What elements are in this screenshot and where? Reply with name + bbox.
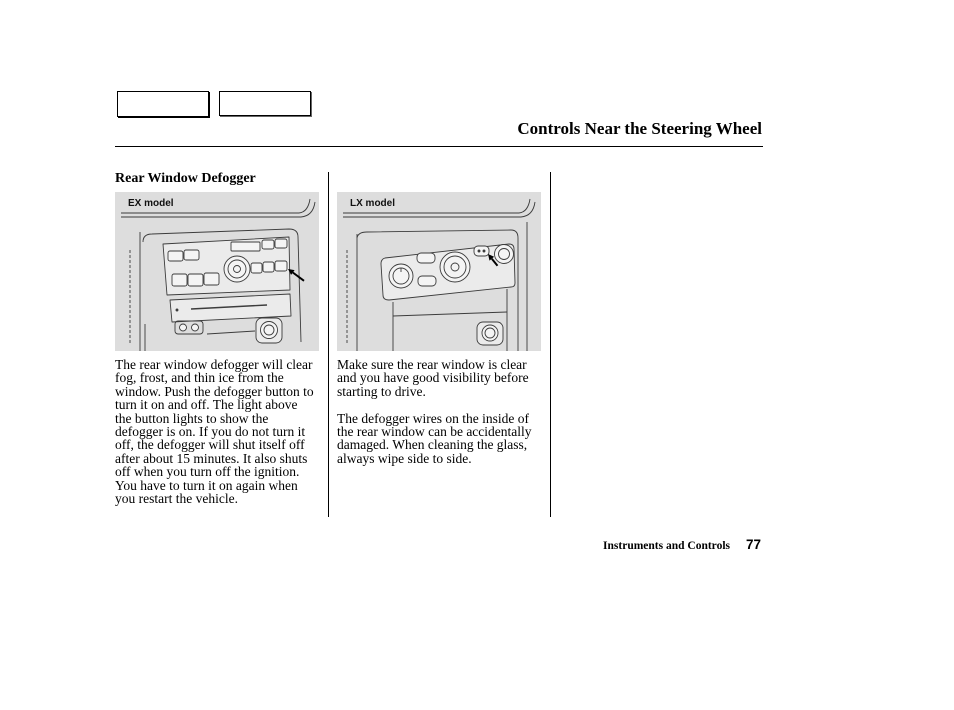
body-text-line: fog, frost, and thin ice from the	[115, 370, 284, 386]
footer-section-title: Instruments and Controls	[603, 540, 730, 552]
figure-ex-model	[115, 192, 319, 351]
body-text-line: damaged. When cleaning the glass,	[337, 437, 528, 453]
body-text-line: the rear window can be accidentally	[337, 423, 532, 439]
nav-box-1[interactable]	[117, 91, 209, 117]
body-text-line: window. Push the defogger button to	[115, 383, 314, 399]
column-divider	[550, 172, 551, 517]
ex-model-center-console-illustration	[115, 192, 319, 351]
body-text-line: after about 15 minutes. It also shuts	[115, 450, 308, 466]
lx-model-center-console-illustration	[337, 192, 541, 351]
figure-label-lx-model: LX model	[350, 198, 396, 209]
paragraph	[337, 358, 532, 398]
body-text-line: off when you turn off the ignition.	[115, 464, 300, 480]
header-rule	[115, 146, 763, 147]
paragraph	[337, 412, 532, 466]
nav-box-2[interactable]	[219, 91, 311, 116]
page-number: 77	[746, 537, 762, 552]
section-heading: Rear Window Defogger	[115, 171, 256, 186]
body-text-line: The rear window defogger will clear	[115, 357, 313, 372]
text-column-2	[337, 358, 532, 465]
page-title: Controls Near the Steering Wheel	[517, 119, 762, 138]
body-text-line: The defogger wires on the inside of	[337, 410, 529, 426]
body-text-line: the button lights to show the	[115, 410, 269, 426]
body-text-line: always wipe side to side.	[337, 450, 472, 466]
body-text-line: off, the defogger will shut itself off	[115, 437, 305, 453]
column-divider	[328, 172, 329, 517]
body-text-line: turn it on and off. The light above	[115, 397, 298, 413]
figure-lx-model	[337, 192, 541, 351]
body-text-line: you restart the vehicle.	[115, 490, 238, 506]
body-text-line: and you have good visibility before	[337, 370, 529, 386]
body-text-line: defogger is on. If you do not turn it	[115, 423, 306, 439]
body-text-line: starting to drive.	[337, 383, 426, 399]
paragraph	[115, 358, 314, 505]
body-text-line: You have to turn it on again when	[115, 477, 298, 493]
text-column-1	[115, 358, 314, 505]
body-text-line: Make sure the rear window is clear	[337, 357, 527, 372]
figure-label-ex-model: EX model	[128, 198, 174, 209]
defogger-pointer-arrow	[288, 269, 304, 281]
